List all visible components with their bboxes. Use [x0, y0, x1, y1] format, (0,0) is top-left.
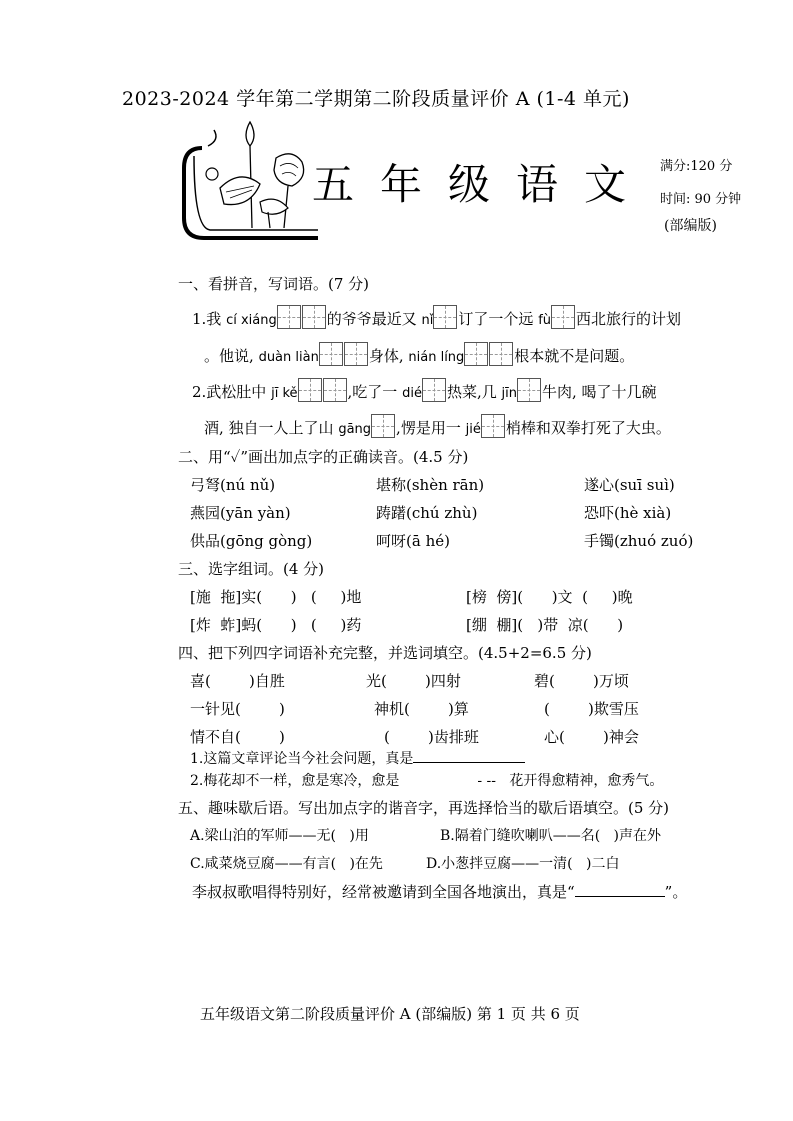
word-choice-item[interactable]: [绷 棚]( )带 凉( ) — [466, 616, 624, 634]
idiom-item[interactable]: ( )齿排班 — [384, 728, 479, 746]
reading-item[interactable]: 弓弩(nú nǔ) — [190, 476, 276, 494]
answer-box-group[interactable] — [422, 378, 447, 402]
page-footer: 五年级语文第二阶段质量评价 A (部编版) 第 1 页 共 6 页 — [200, 1005, 580, 1023]
section3-heading: 三、选字组词。(4 分) — [178, 560, 325, 578]
reading-item[interactable]: 恐吓(hè xià) — [584, 504, 672, 522]
xiehouyu-item[interactable]: A.梁山泊的军师——无( )用 — [190, 828, 369, 844]
idiom-item[interactable]: ( )欺雪压 — [544, 700, 639, 718]
section5-heading: 五、趣味歇后语。写出加点字的谐音字，再选择恰当的歇后语填空。(5 分) — [178, 799, 670, 817]
answer-box-group[interactable] — [517, 378, 542, 402]
reading-item[interactable]: 遂心(suī suì) — [584, 476, 675, 494]
answer-box-group[interactable] — [298, 378, 348, 402]
idiom-item[interactable]: 一针见( ) — [190, 700, 285, 718]
section1-heading: 一、看拼音，写词语。(7 分) — [178, 275, 370, 293]
section1-q2-line1: 2.武松肚中 jī kě ,吃了一 dié 热菜,几 jīn 牛肉, 喝了十几碗 — [192, 378, 657, 402]
edition: (部编版) — [664, 218, 717, 234]
reading-item[interactable]: 堪称(shèn rān) — [376, 476, 485, 494]
word-choice-item[interactable]: [施 拖]实( ) ( )地 — [190, 588, 362, 606]
idiom-item[interactable]: 心( )神会 — [544, 728, 639, 746]
answer-box-group[interactable] — [551, 305, 576, 329]
fill-sentence-2: 2.梅花却不一样，愈是寒冷，愈是 - -- 花开得愈精神，愈秀气。 — [190, 773, 664, 789]
answer-box-group[interactable] — [481, 414, 506, 438]
section1-q1-line2: 。他说, duàn liàn 身体, nián líng 根本就不是问题。 — [204, 342, 634, 366]
exam-title: 2023-2024 学年第二学期第二阶段质量评价 A (1-4 单元) — [122, 88, 630, 110]
answer-box-group[interactable] — [464, 342, 514, 366]
reading-item[interactable]: 供品(gōng gòng) — [190, 532, 313, 550]
answer-box-group[interactable] — [319, 342, 369, 366]
section1-q2-line2: 酒, 独自一人上了山 gāng ,愣是用一 jié 梢棒和双拳打死了大虫。 — [204, 414, 671, 438]
idiom-item[interactable]: 神机( )算 — [374, 700, 469, 718]
word-choice-item[interactable]: [炸 蚱]蚂( ) ( )药 — [190, 616, 362, 634]
fill-sentence-1: 1.这篇文章评论当今社会问题，真是 — [190, 748, 525, 768]
answer-box-group[interactable] — [277, 305, 327, 329]
reading-item[interactable]: 燕园(yān yàn) — [190, 504, 291, 522]
lotus-banner-icon — [180, 118, 320, 242]
reading-item[interactable]: 呵呀(ā hé) — [376, 532, 450, 550]
idiom-item[interactable]: 情不自( ) — [190, 728, 285, 746]
reading-item[interactable]: 踌躇(chú zhù) — [376, 504, 478, 522]
exam-time: 时间: 90 分钟 — [660, 192, 742, 207]
idiom-item[interactable]: 碧( )万顷 — [534, 672, 629, 690]
fill-blank[interactable] — [413, 748, 525, 763]
answer-box-group[interactable] — [433, 305, 458, 329]
answer-box-group[interactable] — [371, 414, 396, 438]
fill-blank[interactable] — [575, 882, 665, 897]
idiom-item[interactable]: 光( )四射 — [366, 672, 461, 690]
xiehouyu-item[interactable]: D.小葱拌豆腐——一清( )二白 — [426, 856, 620, 872]
section5-fill-sentence: 李叔叔歌唱得特别好，经常被邀请到全国各地演出，真是“ ”。 — [192, 883, 688, 901]
idiom-item[interactable]: 喜( )自胜 — [190, 672, 285, 690]
subject-title: 五年级语文 — [312, 160, 653, 209]
reading-item[interactable]: 手镯(zhuó zuó) — [584, 532, 694, 550]
section2-heading: 二、用“✓”画出加点字的正确读音。(4.5 分) — [178, 448, 469, 466]
full-score: 满分:120 分 — [660, 159, 733, 174]
word-choice-item[interactable]: [榜 傍]( )文 ( )晚 — [466, 588, 633, 606]
xiehouyu-item[interactable]: C.咸菜烧豆腐——有言( )在先 — [190, 856, 383, 872]
section1-q1-line1: 1.我 cí xiáng 的爷爷最近又 nǐ 订了一个远 fù 西北旅行的计划 — [192, 305, 681, 329]
xiehouyu-item[interactable]: B.隔着门缝吹喇叭——名( )声在外 — [440, 828, 662, 844]
section4-heading: 四、把下列四字词语补充完整，并选词填空。(4.5+2=6.5 分) — [178, 644, 592, 662]
